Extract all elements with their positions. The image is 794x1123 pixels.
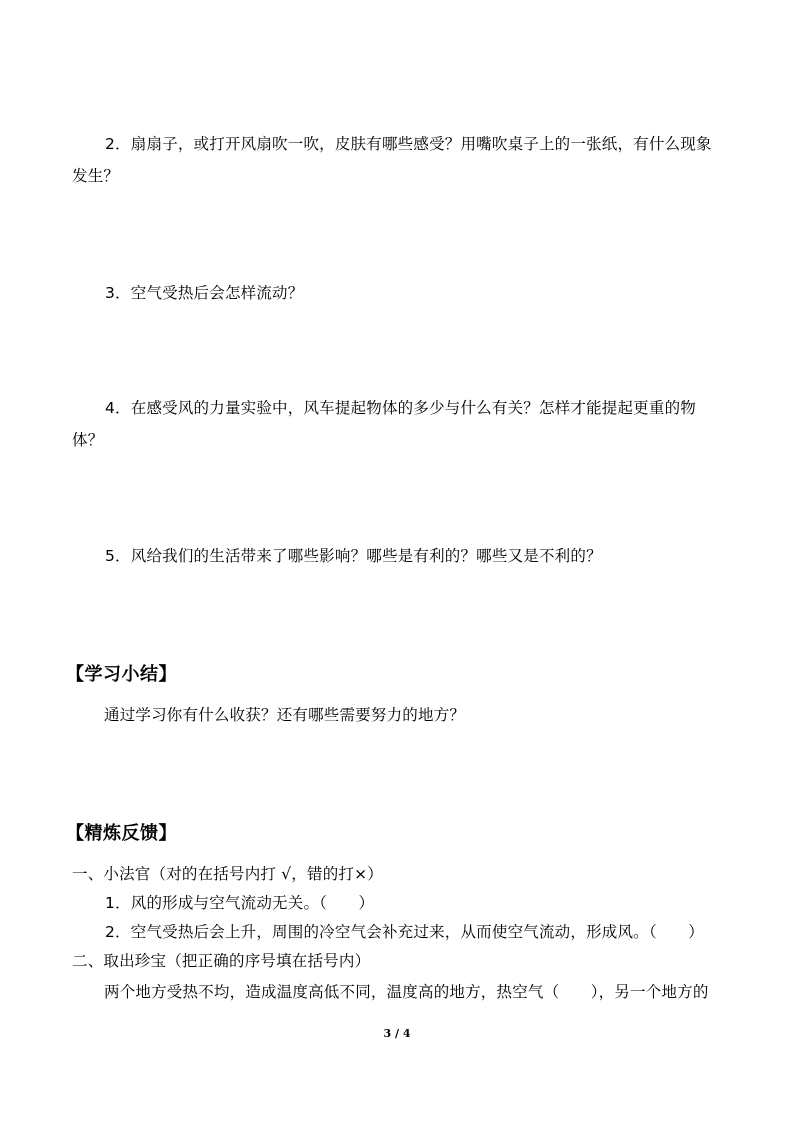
section-2-line-1: 两个地方受热不均，造成温度高低不同，温度高的地方，热空气（ ），另一个地方的	[104, 983, 709, 1001]
question-3: 3．空气受热后会怎样流动？	[105, 284, 304, 302]
question-4-line-2: 体？	[72, 431, 104, 449]
feedback-heading: 【精炼反馈】	[66, 823, 177, 844]
question-5: 5．风给我们的生活带来了哪些影响？哪些是有利的？哪些又是不利的？	[105, 547, 602, 565]
page-number: 3 / 4	[383, 1027, 411, 1040]
summary-heading: 【学习小结】	[66, 664, 177, 685]
section-2-title: 二、取出珍宝（把正确的序号填在括号内）	[72, 952, 371, 970]
summary-prompt: 通过学习你有什么收获？还有哪些需要努力的地方？	[104, 706, 466, 724]
section-1-title: 一、小法官（对的在括号内打 √，错的打×）	[72, 865, 383, 883]
question-4-line-1: 4．在感受风的力量实验中，风车提起物体的多少与什么有关？怎样才能提起更重的物	[105, 399, 696, 417]
question-2-line-1: 2．扇扇子，或打开风扇吹一吹，皮肤有哪些感受？用嘴吹桌子上的一张纸，有什么现象	[105, 135, 712, 153]
section-1-item-2: 2．空气受热后会上升，周围的冷空气会补充过来，从而使空气流动，形成风。（ ）	[105, 923, 704, 941]
question-2-line-2: 发生？	[72, 167, 120, 185]
section-1-item-1: 1．风的形成与空气流动无关。（ ）	[105, 894, 375, 912]
